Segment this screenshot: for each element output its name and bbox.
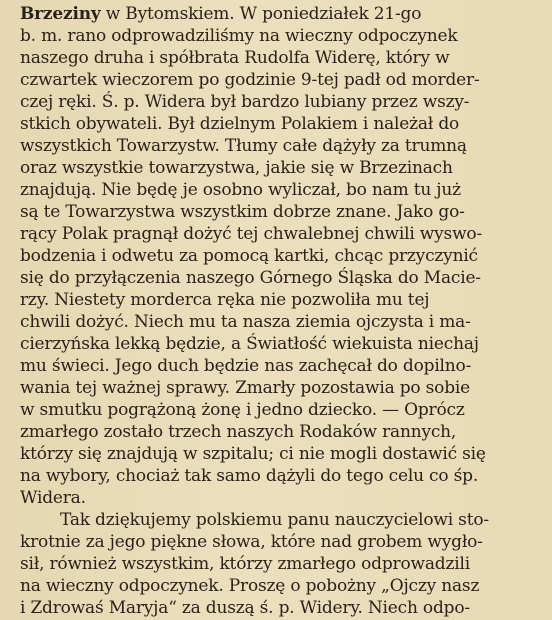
article-heading: Brzeziny — [20, 4, 101, 24]
article-line: czwartek wieczorem po godzinie 9-tej padł od morder- — [20, 70, 480, 90]
article-line: cierzyńska lekką będzie, a Światłość wiekuista niechaj — [20, 334, 479, 354]
paragraph2-line: na wieczny odpoczynek. Proszę o pobożny „Ojczy nasz — [20, 576, 480, 596]
article-line: są te Towarzystwa wszystkim dobrze znane. Jako go- — [20, 202, 465, 222]
article-line: oraz wszystkie towarzystwa, jakie się w Brzezinach — [20, 158, 453, 178]
article-line: znajdują. Nie będę je osobno wyliczał, bo nam tu już — [20, 180, 461, 200]
article-first-line — [20, 2, 536, 26]
article-line: stkich obywateli. Był dzielnym Polakiem i należał do — [20, 114, 460, 134]
paragraph2-line: Tak dziękujemy polskiemu panu nauczycielowi sto- — [60, 510, 489, 530]
heading-rest: w Bytomskiem. W poniedziałek 21-go — [100, 4, 422, 24]
paragraph2-line: sił, również wszystkim, którzy zmarłego odprowadzili — [20, 554, 470, 574]
article-line: rzy. Niestety morderca ręka nie pozwoliła mu tej — [20, 290, 430, 310]
paragraph2-line: krotnie za jego piękne słowa, które nad grobem wygło- — [20, 532, 483, 552]
paragraph2-line: i Zdrowaś Maryja“ za duszą ś. p. Widery. Niech odpo- — [20, 598, 470, 618]
article-line: b. m. rano odprowadziliśmy na wieczny odpoczynek — [20, 26, 458, 46]
article-line: czej ręki. Ś. p. Widera był bardzo lubiany przez wszy- — [20, 92, 470, 112]
article-line: się do przyłączenia naszego Górnego Śląska do Macie- — [20, 268, 481, 288]
article-line: naszego druha i spółbrata Rudolfa Widerę, który w — [20, 48, 450, 68]
article-line: zmarłego zostało trzech naszych Rodaków rannych, — [20, 422, 457, 442]
article-line: bodzenia i odwetu za pomocą kartki, chcąc przyczynić — [20, 246, 478, 266]
article-line: którzy się znajdują w szpitalu; ci nie mogli dostawić się — [20, 444, 486, 464]
article-line: Widera. — [20, 488, 86, 508]
article-line: w smutku pogrążoną żonę i jedno dziecko. — Oprócz — [20, 400, 465, 420]
article-line: mu świeci. Jego duch będzie nas zachęcał do dopilno- — [20, 356, 472, 376]
article-line: wania tej ważnej sprawy. Zmarły pozostawia po sobie — [20, 378, 470, 398]
article-line: rący Polak pragnął dożyć tej chwalebnej chwili wyswo- — [20, 224, 483, 244]
article-line: chwili dożyć. Niech mu ta nasza ziemia ojczysta i ma- — [20, 312, 471, 332]
article-line: wszystkich Towarzystw. Tłumy całe dążyły za trumną — [20, 136, 467, 156]
article-line: na wybory, chociaż tak samo dążyli do tego celu co śp. — [20, 466, 479, 486]
